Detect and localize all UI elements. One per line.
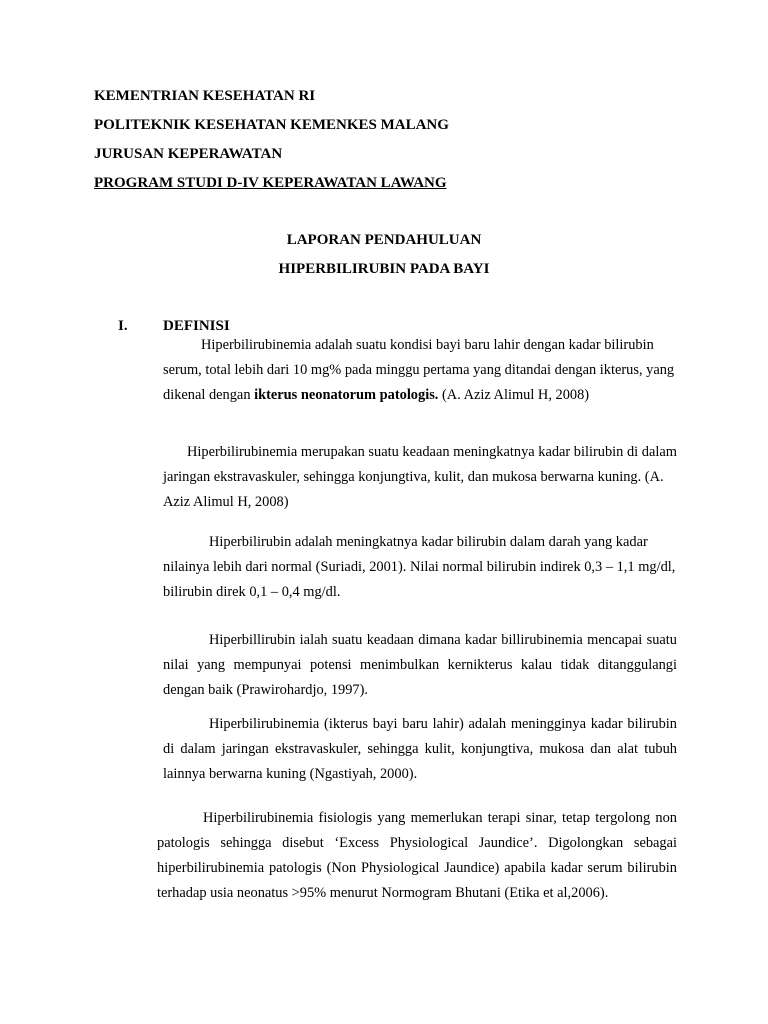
paragraph-1-bold-term: ikterus neonatorum patologis. [254, 387, 439, 403]
paragraph-1-text: Hiperbilirubinemia adalah suatu kondisi bayi baru lahir dengan kadar bilirubin serum, total lebih dari 10 mg% pada minggu pertama yang ditandai dengan ikterus, yang dikenal dengan [163, 337, 675, 403]
header-study-program: PROGRAM STUDI D-IV KEPERAWATAN LAWANG [94, 175, 447, 191]
header-ministry: KEMENTRIAN KESEHATAN RI [94, 88, 316, 104]
header-polytechnic: POLITEKNIK KESEHATAN KEMENKES MALANG [94, 117, 449, 133]
paragraph-definition-3 [163, 530, 678, 605]
paragraph-6-text: Hiperbilirubinemia fisiologis yang memerlukan terapi sinar, tetap tergolong non patologis sehingga disebut ‘Excess Physiological Jaundice’. Digolongkan sebagai hiperbilirubinemia patologis (Non Physiological Jaundice) apabila kadar serum bilirubin terhadap usia neonatus >95% menurut Normogram Bhutani (Etika et al,2006). [157, 810, 677, 901]
paragraph-1-citation: (A. Aziz Alimul H, 2008) [438, 387, 590, 403]
paragraph-5-text: Hiperbilirubinemia (ikterus bayi baru lahir) adalah meningginya kadar bilirubin di dalam jaringan ekstravaskuler, sehingga kulit, konjungtiva, mukosa dan alat tubuh lainnya berwarna kuning (Ngastiyah, 2000). [163, 716, 677, 782]
document-subtitle: HIPERBILIRUBIN PADA BAYI [278, 261, 490, 277]
paragraph-definition-6 [157, 806, 677, 906]
paragraph-definition-5 [163, 712, 677, 787]
paragraph-4-text: Hiperbillirubin ialah suatu keadaan dimana kadar billirubinemia mencapai suatu nilai yang mempunyai potensi menimbulkan kernikterus kalau tidak ditanggulangi dengan baik (Prawirohardjo, 1997). [163, 632, 677, 698]
document-title: LAPORAN PENDAHULUAN [286, 232, 482, 248]
paragraph-definition-4 [163, 628, 677, 703]
section-number: I. [118, 318, 128, 334]
section-heading: DEFINISI [163, 318, 230, 334]
header-department: JURUSAN KEPERAWATAN [94, 146, 283, 162]
paragraph-3-text: Hiperbilirubin adalah meningkatnya kadar bilirubin dalam darah yang kadar nilainya lebih dari normal (Suriadi, 2001). Nilai normal bilirubin indirek 0,3 – 1,1 mg/dl, bilirubin direk 0,1 – 0,4 mg/dl. [163, 534, 676, 600]
paragraph-2-text: Hiperbilirubinemia merupakan suatu keadaan meningkatnya kadar bilirubin di dalam jaringan ekstravaskuler, sehingga konjungtiva, kulit, dan mukosa berwarna kuning. (A. Aziz Alimul H, 2008) [163, 444, 677, 510]
paragraph-definition-1 [163, 333, 678, 408]
paragraph-definition-2 [163, 440, 678, 515]
